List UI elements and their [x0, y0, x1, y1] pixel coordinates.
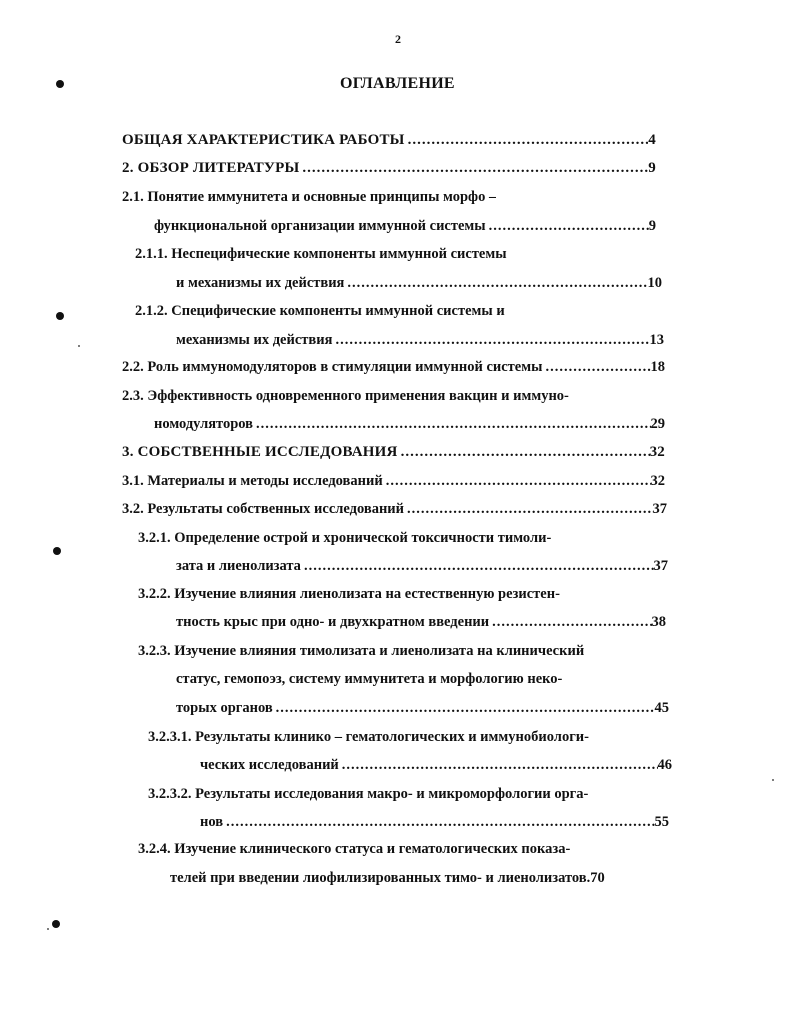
toc-entry-page: 46	[657, 757, 672, 773]
toc-entry-page: 13	[649, 332, 664, 348]
toc-entry-page: 37	[653, 558, 668, 574]
toc-entry-title: механизмы их действия	[176, 332, 333, 348]
toc-entry-title: 2.2. Роль иммуномодуляторов в стимуляции иммунной системы	[122, 359, 543, 375]
toc-entry-2-1-1-cont	[176, 272, 662, 294]
toc-entry-page: 37	[652, 501, 667, 517]
toc-leader	[407, 498, 652, 520]
toc-entry-title: ОБЩАЯ ХАРАКТЕРИСТИКА РАБОТЫ	[122, 132, 405, 148]
toc-entry-title: 3.2.3.1. Результаты клинико – гематологических и иммунобиологи-	[148, 729, 589, 745]
scan-speck	[78, 345, 80, 347]
toc-entry-2-1-2-cont	[176, 329, 664, 351]
toc-entry-3-2-3-2	[148, 783, 588, 805]
toc-entry-page: 32	[649, 444, 665, 460]
toc-entry-page: 29	[650, 416, 665, 432]
toc-entry-title: тность крыс при одно- и двухкратном введении	[176, 614, 490, 630]
toc-leader	[386, 470, 651, 492]
toc-entry-3-2-3-cont	[176, 668, 562, 690]
toc-entry-3-1	[122, 470, 665, 492]
toc-leader	[335, 329, 649, 351]
punch-hole-mark	[53, 547, 61, 555]
toc-entry-page: 55	[654, 814, 669, 830]
toc-leader	[302, 157, 648, 179]
toc-entry-3-2-2-cont	[176, 611, 666, 633]
toc-entry-2-3	[122, 385, 569, 407]
toc-leader	[226, 811, 654, 833]
toc-leader	[489, 215, 649, 237]
toc-entry-title: 3.2.3. Изучение влияния тимолизата и лиенолизата на клинический	[138, 643, 585, 659]
toc-entry-3-2-3-2-cont	[200, 811, 669, 833]
toc-entry-title: 3.2.2. Изучение влияния лиенолизата на естественную резистен-	[138, 586, 560, 602]
toc-entry-title: статус, гемопоэз, систему иммунитета и морфологию неко-	[176, 671, 563, 687]
toc-leader	[342, 754, 658, 776]
toc-entry-3	[122, 441, 665, 463]
toc-entry-title: 3.1. Материалы и методы исследований	[122, 473, 383, 489]
toc-entry-page: 4	[648, 132, 656, 148]
toc-entry-title: 2.1. Понятие иммунитета и основные принципы морфо –	[122, 189, 497, 205]
toc-entry-title: торых органов	[176, 700, 273, 716]
toc-entry-title: 3.2.4. Изучение клинического статуса и гематологических показа-	[138, 841, 571, 857]
toc-entry-title: телей при введении лиофилизированных тимо- и лиенолизатов.70	[170, 870, 605, 886]
toc-entry-general	[122, 129, 656, 151]
toc-entry-page: 45	[654, 700, 669, 716]
toc-entry-3-2-4	[138, 838, 570, 860]
toc-entry-3-2-1-cont	[176, 555, 668, 577]
punch-hole-mark	[56, 80, 64, 88]
toc-entry-title: 2.3. Эффективность одновременного применения вакцин и иммуно-	[122, 388, 569, 404]
toc-entry-3-2-3-1	[148, 726, 589, 748]
toc-entry-3-2-4-cont	[170, 867, 605, 889]
toc-entry-page: 9	[648, 160, 656, 176]
toc-entry-2-1	[122, 186, 496, 208]
toc-entry-2-2	[122, 356, 665, 378]
toc-entry-page: 38	[651, 614, 666, 630]
toc-entry-2-3-cont	[154, 413, 665, 435]
toc-entry-3-2-3-cont2	[176, 697, 669, 719]
toc-entry-page: 18	[650, 359, 665, 375]
toc-entry-title: 2. ОБЗОР ЛИТЕРАТУРЫ	[122, 160, 300, 176]
toc-entry-page: 10	[647, 275, 662, 291]
toc-entry-2-1-cont	[154, 215, 656, 237]
toc-entry-3-2-1	[138, 527, 551, 549]
toc-entry-title: 3.2. Результаты собственных исследований	[122, 501, 405, 517]
toc-entry-title: функциональной организации иммунной системы	[154, 218, 486, 234]
toc-leader	[256, 413, 650, 435]
toc-leader	[304, 555, 654, 577]
toc-entry-title: и механизмы их действия	[176, 275, 345, 291]
toc-entry-title: 2.1.1. Неспецифические компоненты иммунной системы	[135, 246, 507, 262]
toc-entry-2	[122, 157, 656, 179]
toc-entry-3-2-3	[138, 640, 584, 662]
toc-leader	[276, 697, 655, 719]
punch-hole-mark	[52, 920, 60, 928]
toc-entry-title: 2.1.2. Специфические компоненты иммунной системы и	[135, 303, 505, 319]
toc-entry-title: зата и лиенолизата	[176, 558, 301, 574]
toc-entry-title: нов	[200, 814, 224, 830]
toc-entry-page: 9	[648, 218, 656, 234]
toc-entry-title: номодуляторов	[154, 416, 254, 432]
scan-speck	[47, 928, 49, 930]
toc-leader	[347, 272, 647, 294]
toc-entry-title: 3.2.3.2. Результаты исследования макро- и микроморфологии орга-	[148, 786, 589, 802]
toc-entry-title: 3.2.1. Определение острой и хронической токсичности тимоли-	[138, 530, 552, 546]
toc-leader	[545, 356, 650, 378]
toc-leader	[408, 129, 649, 151]
toc-entry-page: 32	[650, 473, 665, 489]
toc-entry-3-2	[122, 498, 667, 520]
toc-entry-title: 3. СОБСТВЕННЫЕ ИССЛЕДОВАНИЯ	[122, 444, 398, 460]
punch-hole-mark	[56, 312, 64, 320]
toc-leader	[492, 611, 651, 633]
toc-entry-3-2-2	[138, 583, 560, 605]
toc-entry-2-1-2	[135, 300, 505, 322]
toc-entry-title: ческих исследований	[200, 757, 339, 773]
toc-entry-2-1-1	[135, 243, 507, 265]
scan-speck	[772, 779, 774, 781]
page-number: 2	[395, 32, 401, 46]
toc-leader	[401, 441, 650, 463]
toc-heading: ОГЛАВЛЕНИЕ	[340, 75, 455, 92]
toc-entry-3-2-3-1-cont	[200, 754, 672, 776]
